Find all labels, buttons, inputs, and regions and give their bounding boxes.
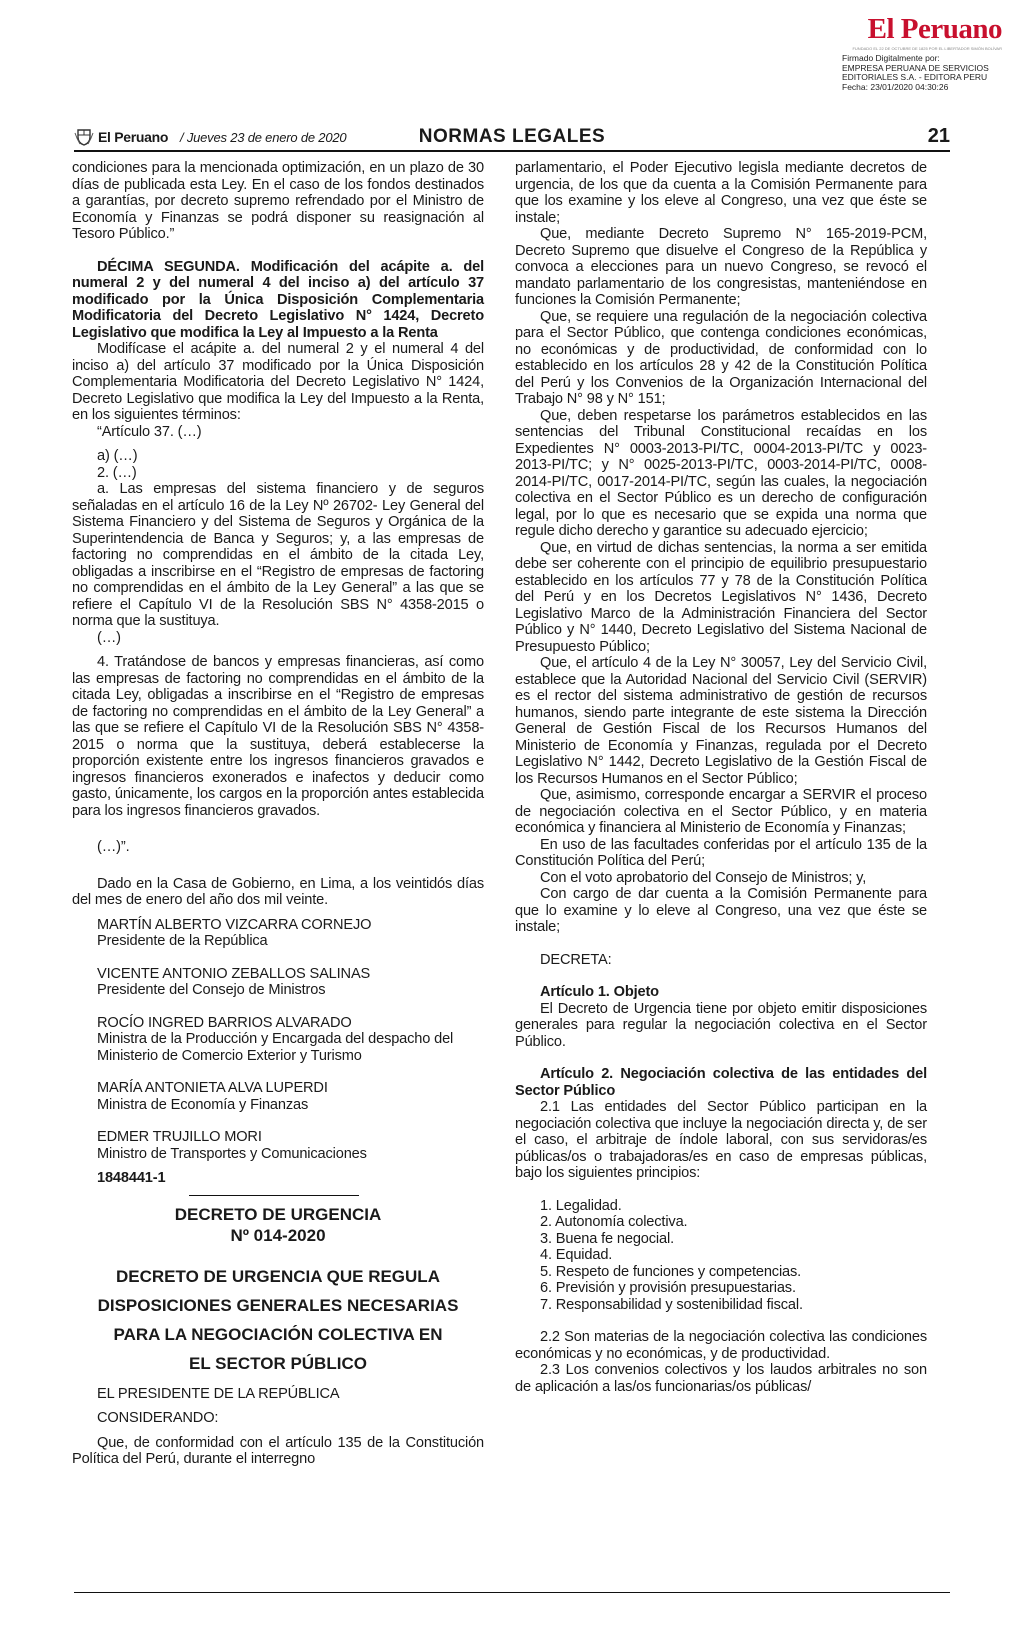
paragraph: Dado en la Casa de Gobierno, en Lima, a los veintidós días del mes de enero del año dos mil veinte.	[72, 875, 484, 908]
decree-subtitle: DISPOSICIONES GENERALES NECESARIAS	[97, 1295, 459, 1315]
list-item: 6. Previsión y provisión presupuestarias.	[540, 1280, 796, 1296]
paragraph: 2. (…)	[97, 464, 137, 481]
signatory-name: MARTÍN ALBERTO VIZCARRA CORNEJO	[97, 916, 372, 933]
paragraph: a) (…)	[97, 448, 138, 464]
paragraph: CONSIDERANDO:	[97, 1410, 219, 1426]
signatory	[72, 1080, 484, 1113]
paragraph: El Decreto de Urgencia tiene por objeto emitir disposiciones generales para regular la negociación colectiva en el Sector Público.	[515, 1000, 927, 1050]
signatory-name: VICENTE ANTONIO ZEBALLOS SALINAS	[97, 965, 371, 982]
footer-rule	[74, 1592, 950, 1593]
paragraph: Con el voto aprobatorio del Consejo de Ministros; y,	[540, 869, 867, 886]
article-heading: Artículo 1. Objeto	[540, 984, 659, 1000]
paragraph: Que, mediante Decreto Supremo N° 165-2019-PCM, Decreto Supremo que disuelve el Congreso de la República y convoca a elecciones para un nuevo Congreso, se revocó el mandato parlamentario de los congresistas, manteniéndose en funciones la Comisión Permanente;	[515, 226, 927, 308]
principles-list	[515, 1198, 927, 1314]
paragraph: DECRETA:	[540, 951, 612, 968]
paragraph: Que, se requiere una regulación de la negociación colectiva para el Sector Público, que contenga condiciones económicas, no económicas y de productividad, de conformidad con lo establecido en los artículos 28 y 42 de la Constitución Política del Perú y los Convenios de la Organización Internacional del Trabajo N° 98 y N° 151;	[515, 308, 927, 407]
paragraph: Que, deben respetarse los parámetros establecidos en las sentencias del Tribunal Constitucional recaídas en los Expedientes N° 0003-2013-PI/TC, 0004-2013-PI/TC y 0023-2013-PI/TC; y N° 0025-2013-PI/TC, 0003-2014-PI/TC, 0008-2014-PI/TC, 0017-2014-PI/TC, según las cuales, la negociación colectiva en el Sector Público es un derecho de configuración legal, por lo que es necesario que se expida una norma que regule dicho derecho y garantice su adecuado ejercicio;	[515, 407, 927, 539]
signatory	[72, 1129, 484, 1162]
list-item: 2. Autonomía colectiva.	[540, 1214, 688, 1230]
list-item: 5. Respeto de funciones y competencias.	[540, 1263, 802, 1280]
list-item: 1. Legalidad.	[540, 1197, 622, 1214]
paragraph: “Artículo 37. (…)	[97, 423, 202, 440]
signatory-name: EDMER TRUJILLO MORI	[97, 1129, 262, 1145]
signatory-role: Presidente del Consejo de Ministros	[97, 982, 326, 998]
paragraph: EL PRESIDENTE DE LA REPÚBLICA	[97, 1385, 340, 1402]
signatory-name: MARÍA ANTONIETA ALVA LUPERDI	[97, 1080, 328, 1096]
masthead	[842, 14, 1002, 52]
decree-subtitle: EL SECTOR PÚBLICO	[189, 1353, 367, 1373]
header-publication: El Peruano	[98, 129, 169, 145]
signatory-name: ROCÍO INGRED BARRIOS ALVARADO	[97, 1014, 352, 1031]
paragraph: Modifícase el acápite a. del numeral 2 y el numeral 4 del inciso a) del artículo 37 modificado por la Única Disposición Complementaria Modificatoria del Decreto Legislativo N° 1424, Decreto Legislativo que modifica la Ley del Impuesto a la Renta, en los siguientes términos:	[72, 341, 484, 423]
signature-line: Fecha: 23/01/2020 04:30:26	[842, 81, 949, 92]
paragraph: Que, asimismo, corresponde encargar a SERVIR el proceso de negociación colectiva en el Sector Público, y en materia económica y financiera al Ministerio de Economía y Finanzas;	[515, 787, 927, 836]
paragraph: 2.3 Los convenios colectivos y los laudos arbitrales no son de aplicación a las/os funcionarias/os públicas/	[515, 1362, 927, 1395]
page-header	[74, 124, 950, 152]
paragraph: condiciones para la mencionada optimización, en un plazo de 30 días de publicada esta Ley. En el caso de los fondos destinados a garantías, por decreto supremo refrendado por el Ministro de Economía y Finanzas se podrá disponer su reasignación al Tesoro Público.”	[72, 160, 484, 242]
header-date: / Jueves 23 de enero de 2020	[180, 130, 347, 145]
signatory	[72, 1015, 484, 1065]
signatory	[72, 917, 484, 950]
paragraph: parlamentario, el Poder Ejecutivo legisla mediante decretos de urgencia, de los que da cuenta a la Comisión Permanente para que los examine y los eleve al Congreso, una vez que éste se instale;	[515, 160, 927, 226]
paragraph: a. Las empresas del sistema financiero y de seguros señaladas en el artículo 16 de la Ley Nº 26702- Ley General del Sistema Financiero y del Sistema de Seguros y Orgánica de la Superintendencia de Banca y Seguros; y, a las empresas de factoring no comprendidas en el ámbito de la citada Ley, obligadas a inscribirse en el “Registro de empresas de factoring no comprendidas en el ámbito de la Ley General” a las que se refiere el Capítulo VI de la Resolución SBS N° 4358-2015 o norma que la sustituya.	[72, 481, 484, 629]
paragraph: 2.2 Son materias de la negociación colectiva las condiciones económicas y no económicas, y de productividad.	[515, 1329, 927, 1362]
decree-title: DECRETO DE URGENCIA	[174, 1204, 382, 1224]
left-column	[72, 160, 484, 1468]
paragraph: 2.1 Las entidades del Sector Público participan en la negociación colectiva que incluye la negociación directa y, de ser el caso, el arbitraje de índole laboral, con sus servidoras/es públicas/os o trabajadoras/es en caso de empresas públicas, bajo los siguientes principios:	[515, 1099, 927, 1181]
signature-line: Firmado Digitalmente por:	[842, 53, 940, 63]
signatory-role: Ministro de Transportes y Comunicaciones	[97, 1145, 367, 1162]
paragraph: 4. Tratándose de bancos y empresas financieras, así como las empresas de factoring no comprendidas en el ámbito de la citada Ley, obligadas a inscribirse en el “Registro de empresas de factoring no comprendidas en el ámbito de la Ley General” a las que se refiere el Capítulo VI de la Resolución SBS N° 4358-2015 o norma que la sustituya, deberá establecerse la proporción existente entre los ingresos financieros gravados e ingresos financieros exonerados e inafectos y deducir como gasto, únicamente, los cargos en la proporción antes establecida para los ingresos financieros gravados.	[72, 654, 484, 819]
signature-line: EMPRESA PERUANA DE SERVICIOS	[842, 62, 989, 73]
signatory-role: Ministra de Economía y Finanzas	[97, 1096, 309, 1113]
el-peruano-logo: El Peruano	[867, 13, 1002, 45]
publication-code: 1848441-1	[97, 1170, 166, 1186]
signatory	[72, 966, 484, 999]
logo-tagline: FUNDADO EL 22 DE OCTUBRE DE 1825 POR EL LIBERTADOR SIMÓN BOLÍVAR	[852, 46, 1002, 51]
header-section-title: NORMAS LEGALES	[418, 126, 606, 147]
list-item: 4. Equidad.	[540, 1247, 613, 1263]
signature-line: EDITORIALES S.A. - EDITORA PERU	[842, 72, 988, 83]
list-item: 7. Responsabilidad y sostenibilidad fiscal.	[540, 1296, 803, 1313]
section-heading: DÉCIMA SEGUNDA. Modificación del acápite a. del numeral 2 y del numeral 4 del inciso a) del artículo 37 modificado por la Única Disposición Complementaria Modificatoria del Decreto Legislativo N° 1424, Decreto Legislativo que modifica la Ley al Impuesto a la Renta	[72, 258, 484, 341]
header-rule	[74, 150, 950, 152]
page-number: 21	[927, 125, 950, 147]
paragraph: Que, de conformidad con el artículo 135 de la Constitución Política del Perú, durante el interregno	[72, 1434, 484, 1467]
decree-subtitle: DECRETO DE URGENCIA QUE REGULA	[116, 1266, 440, 1286]
article-heading: Artículo 2. Negociación colectiva de las entidades del Sector Público	[515, 1066, 927, 1099]
paragraph: (…)	[97, 629, 121, 646]
paragraph: Que, el artículo 4 de la Ley N° 30057, Ley del Servicio Civil, establece que la Autoridad Nacional del Servicio Civil (SERVIR) es el rector del sistema administrativo de gestión de recursos humanos, siendo parte integrante de este sistema la Dirección General de Gestión Fiscal de los Recursos Humanos del Ministerio de Economía y Finanzas, regulada por el Decreto Legislativo N° 1442, Decreto Legislativo de la Gestión Fiscal de los Recursos Humanos en el Sector Público;	[515, 655, 927, 787]
digital-signature-block	[842, 54, 1012, 92]
paragraph: (…)”.	[97, 839, 130, 855]
paragraph: Con cargo de dar cuenta a la Comisión Permanente para que lo examine y lo eleve al Congreso, una vez que éste se instale;	[515, 886, 927, 935]
right-column	[515, 160, 927, 1395]
signatory-role: Presidente de la República	[97, 933, 268, 949]
decree-number: Nº 014-2020	[230, 1225, 326, 1245]
paragraph: En uso de las facultades conferidas por el artículo 135 de la Constitución Política del Perú;	[515, 836, 927, 869]
paragraph: Que, en virtud de dichas sentencias, la norma a ser emitida debe ser coherente con el principio de equilibrio presupuestario establecido en los artículos 77 y 78 de la Constitución Política del Perú y en los Decretos Legislativos N° 1436, Decreto Legislativo Marco de la Administración Financiera del Sector Público y N° 1440, Decreto Legislativo del Sistema Nacional de Presupuesto Público;	[515, 539, 927, 655]
decree-subtitle: PARA LA NEGOCIACIÓN COLECTIVA EN	[113, 1324, 443, 1344]
list-item: 3. Buena fe negocial.	[540, 1230, 674, 1247]
signatory-role: Ministra de la Producción y Encargada del despacho del Ministerio de Comercio Exterior y Turismo	[97, 1031, 454, 1064]
